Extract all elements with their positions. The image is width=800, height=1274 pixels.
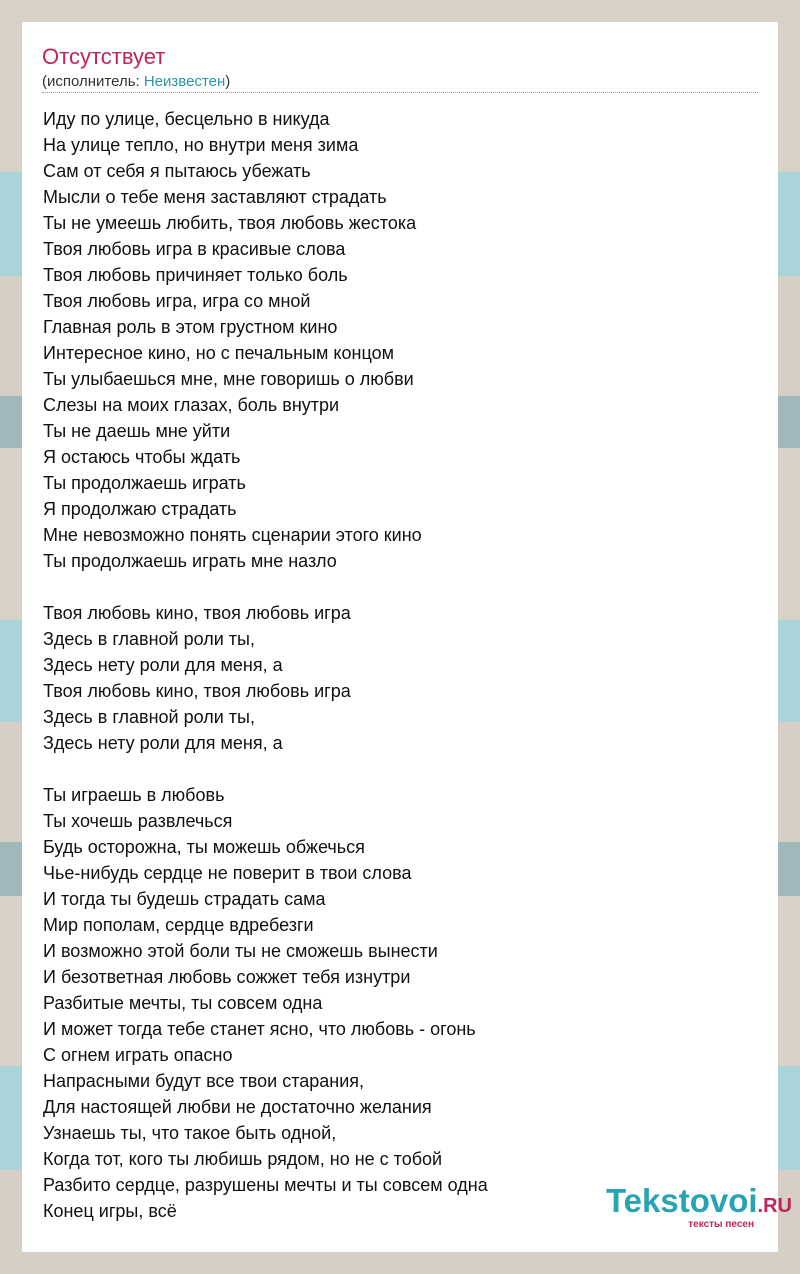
lyric-line: Мне невозможно понять сценарии этого кино	[43, 525, 422, 545]
artist-line	[42, 73, 230, 90]
lyric-line: Для настоящей любви не достаточно желания	[43, 1097, 432, 1117]
divider	[42, 92, 758, 93]
lyric-line: И может тогда тебе станет ясно, что любовь - огонь	[43, 1019, 476, 1039]
lyric-line: С огнем играть опасно	[43, 1045, 233, 1065]
lyric-line: Твоя любовь игра в красивые слова	[43, 239, 346, 259]
lyric-line: Ты не даешь мне уйти	[43, 421, 231, 441]
lyric-line: Мысли о тебе меня заставляют страдать	[43, 187, 387, 207]
lyric-line: Разбито сердце, разрушены мечты и ты совсем одна	[43, 1175, 488, 1195]
lyric-line: Разбитые мечты, ты совсем одна	[43, 993, 323, 1013]
stanza-gap	[43, 574, 488, 600]
logo-tagline: тексты песен	[688, 1219, 754, 1230]
lyric-line: Интересное кино, но с печальным концом	[43, 343, 394, 363]
lyric-line: Ты продолжаешь играть мне назло	[43, 551, 337, 571]
lyric-line: Слезы на моих глазах, боль внутри	[43, 395, 340, 415]
artist-prefix: (исполнитель:	[42, 73, 144, 90]
lyric-line: Я остаюсь чтобы ждать	[43, 447, 241, 467]
lyric-line: Узнаешь ты, что такое быть одной,	[43, 1123, 337, 1143]
logo-wordmark	[606, 1184, 792, 1223]
lyric-line: Ты играешь в любовь	[43, 785, 225, 805]
lyric-line: Мир пополам, сердце вдребезги	[43, 915, 314, 935]
lyric-line: И тогда ты будешь страдать сама	[43, 889, 326, 909]
lyric-line: Когда тот, кого ты любишь рядом, но не с тобой	[43, 1149, 443, 1169]
lyric-line: Сам от себя я пытаюсь убежать	[43, 161, 311, 181]
lyric-line: Иду по улице, бесцельно в никуда	[43, 109, 330, 129]
lyric-line: Я продолжаю страдать	[43, 499, 237, 519]
lyric-line: Главная роль в этом грустном кино	[43, 317, 338, 337]
lyric-line: Ты хочешь развлечься	[43, 811, 233, 831]
verse-1	[43, 106, 488, 574]
site-logo[interactable]	[606, 1184, 792, 1230]
lyric-line: Будь осторожна, ты можешь обжечься	[43, 837, 365, 857]
lyric-line: Твоя любовь причиняет только боль	[43, 265, 348, 285]
lyric-line: Чье-нибудь сердце не поверит в твои слова	[43, 863, 412, 883]
lyric-line: Твоя любовь кино, твоя любовь игра	[43, 681, 351, 701]
verse-2	[43, 782, 488, 1224]
artist-link[interactable]: Неизвестен	[143, 73, 226, 90]
lyrics-card	[22, 22, 778, 1252]
lyric-line: Ты улыбаешься мне, мне говоришь о любви	[43, 369, 414, 389]
lyric-line: И возможно этой боли ты не сможешь вынести	[43, 941, 438, 961]
lyric-line: И безответная любовь сожжет тебя изнутри	[43, 967, 411, 987]
lyric-line: На улице тепло, но внутри меня зима	[43, 135, 359, 155]
lyric-line: Ты продолжаешь играть	[43, 473, 246, 493]
lyric-line: Здесь нету роли для меня, а	[43, 655, 283, 675]
stanza-gap	[43, 756, 488, 782]
lyric-line: Здесь в главной роли ты,	[43, 707, 255, 727]
lyric-line: Ты не умеешь любить, твоя любовь жестока	[43, 213, 417, 233]
song-title: Отсутствует	[42, 44, 166, 69]
lyric-line: Здесь нету роли для меня, а	[43, 733, 283, 753]
logo-name: Tekstovoi	[605, 1182, 758, 1219]
lyrics-text	[43, 106, 488, 1224]
lyric-line: Конец игры, всё	[43, 1201, 177, 1221]
chorus	[43, 600, 488, 756]
lyric-line: Напрасными будут все твои старания,	[43, 1071, 365, 1091]
artist-suffix: )	[225, 73, 231, 90]
lyric-line: Твоя любовь игра, игра со мной	[43, 291, 311, 311]
logo-tld: .RU	[757, 1195, 792, 1217]
lyric-line: Здесь в главной роли ты,	[43, 629, 255, 649]
lyric-line: Твоя любовь кино, твоя любовь игра	[43, 603, 351, 623]
